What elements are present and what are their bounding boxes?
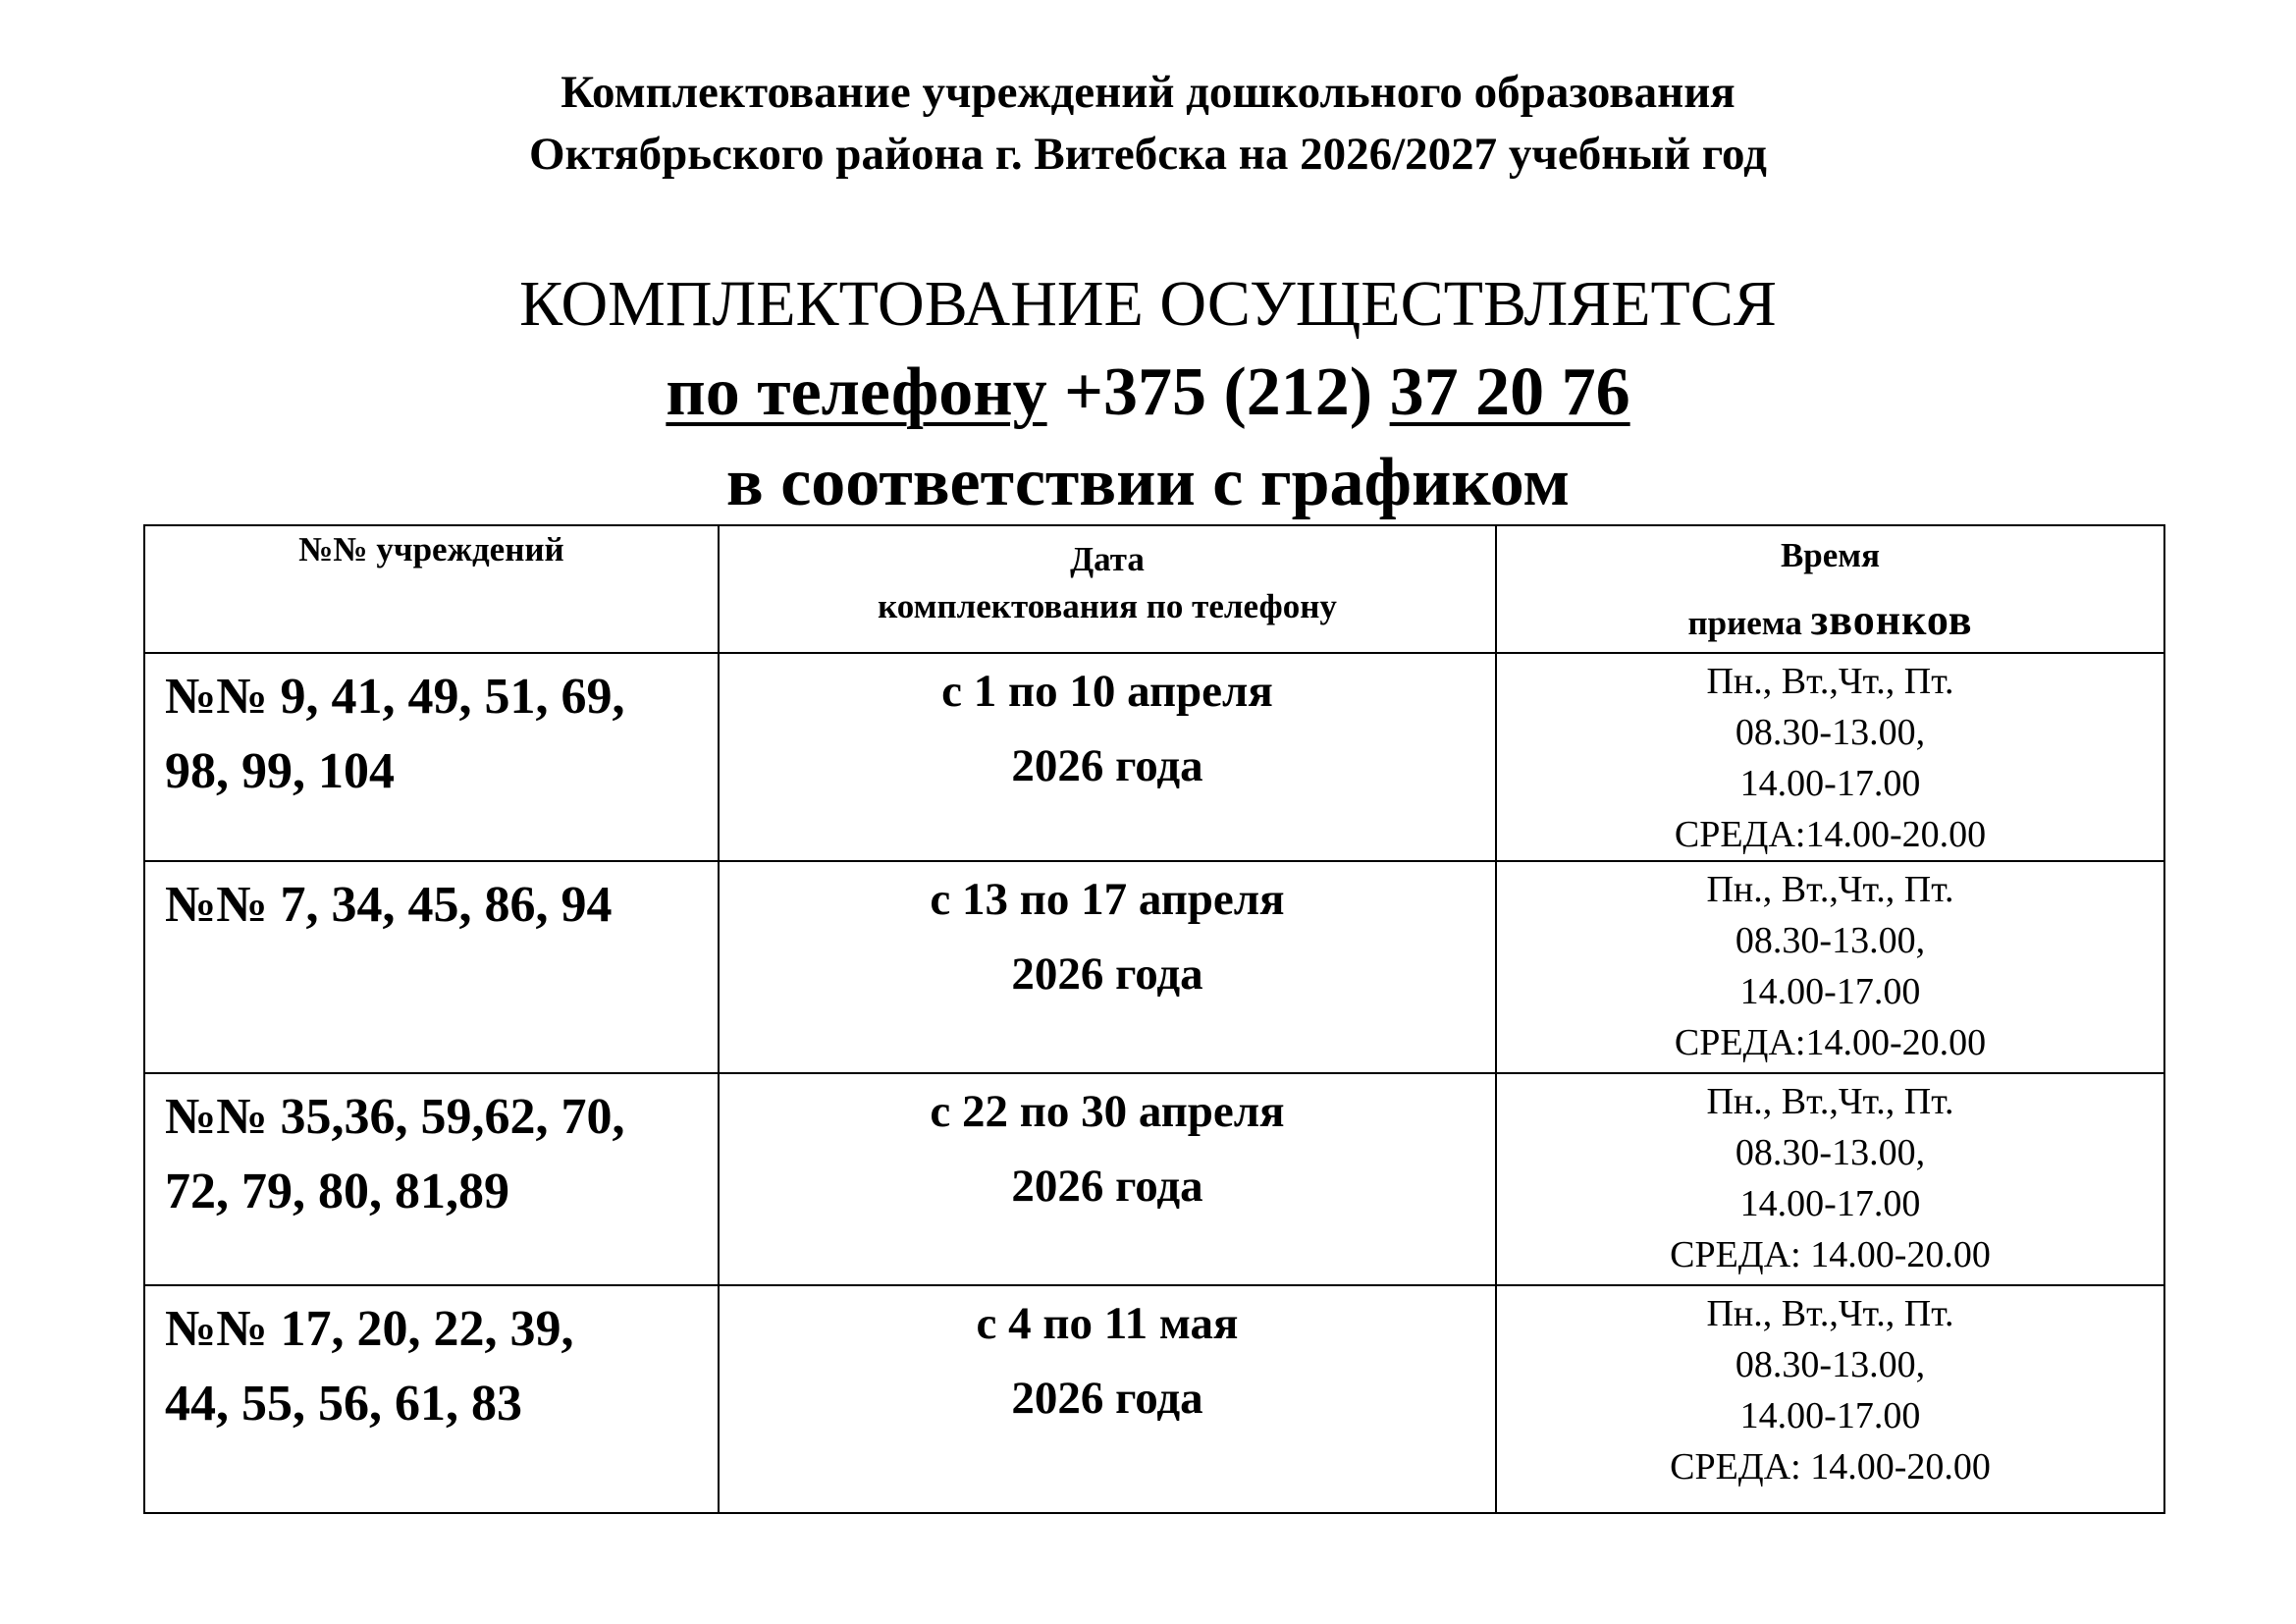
time-line4: СРЕДА: 14.00-20.00 (1670, 1446, 1991, 1488)
date-line1: с 4 по 11 мая (976, 1298, 1239, 1349)
time-line3: 14.00-17.00 (1739, 971, 1921, 1012)
notice-schedule-line: в соответствии с графиком (725, 445, 1571, 520)
time-line4: СРЕДА:14.00-20.00 (1674, 1022, 1987, 1063)
time-line2: 08.30-13.00, (1735, 1344, 1926, 1385)
header-institutions (144, 525, 719, 653)
header-time (1496, 525, 2164, 653)
table-row (144, 1073, 2164, 1285)
institutions-line1: №№ 35,36, 59,62, 70, (165, 1089, 625, 1145)
institutions-cell (144, 1073, 719, 1285)
date-line2: 2026 года (1011, 1161, 1203, 1212)
time-line3: 14.00-17.00 (1739, 1395, 1921, 1436)
time-line1: Пн., Вт.,Чт., Пт. (1706, 661, 1954, 702)
date-line1: с 1 по 10 апреля (941, 666, 1273, 717)
table-row (144, 861, 2164, 1073)
date-cell (719, 1285, 1496, 1513)
date-line2: 2026 года (1011, 740, 1203, 791)
institutions-cell (144, 1285, 719, 1513)
institutions-line2: 44, 55, 56, 61, 83 (165, 1376, 522, 1432)
time-cell (1496, 1285, 2164, 1513)
header-date-line2: комплектования по телефону (878, 587, 1337, 625)
document-title-line1: Комплектование учреждений дошкольного образования (561, 67, 1735, 118)
notice-phone-code: +375 (212) (1064, 354, 1373, 430)
time-cell (1496, 1073, 2164, 1285)
time-line1: Пн., Вт.,Чт., Пт. (1706, 1293, 1954, 1334)
header-institutions-label: №№ учреждений (298, 530, 564, 568)
header-time-line2a: приема (1687, 604, 1802, 642)
institutions-line2: 72, 79, 80, 81,89 (165, 1164, 509, 1219)
date-cell (719, 861, 1496, 1073)
time-line3: 14.00-17.00 (1739, 763, 1921, 804)
header-time-line2b: звонков (1810, 596, 1973, 644)
notice-phone-prefix: по телефону (666, 354, 1047, 430)
institutions-cell (144, 653, 719, 861)
document-title-line2: Октябрьского района г. Витебска на 2026/2027 учебный год (529, 129, 1767, 180)
notice-phone (0, 352, 2296, 434)
time-line2: 08.30-13.00, (1735, 712, 1926, 753)
time-line1: Пн., Вт.,Чт., Пт. (1706, 1081, 1954, 1122)
date-line1: с 13 по 17 апреля (930, 874, 1285, 925)
date-line1: с 22 по 30 апреля (930, 1086, 1285, 1137)
date-line2: 2026 года (1011, 1373, 1203, 1424)
date-cell (719, 653, 1496, 861)
table-row (144, 653, 2164, 861)
time-line2: 08.30-13.00, (1735, 1132, 1926, 1173)
time-line3: 14.00-17.00 (1739, 1183, 1921, 1224)
time-line4: СРЕДА: 14.00-20.00 (1670, 1234, 1991, 1275)
institutions-line1: №№ 7, 34, 45, 86, 94 (165, 877, 613, 933)
header-date (719, 525, 1496, 653)
time-cell (1496, 653, 2164, 861)
institutions-line2: 98, 99, 104 (165, 743, 395, 799)
schedule-table (143, 524, 2165, 1514)
time-cell (1496, 861, 2164, 1073)
institutions-line1: №№ 9, 41, 49, 51, 69, (165, 669, 625, 725)
notice-heading: КОМПЛЕКТОВАНИЕ ОСУЩЕСТВЛЯЕТСЯ (519, 268, 1777, 340)
header-time-line1: Время (1780, 536, 1881, 574)
table-row (144, 1285, 2164, 1513)
time-line4: СРЕДА:14.00-20.00 (1674, 814, 1987, 855)
notice-phone-number: 37 20 76 (1389, 354, 1630, 430)
table-header-row (144, 525, 2164, 653)
header-date-line1: Дата (1070, 540, 1145, 578)
time-line2: 08.30-13.00, (1735, 920, 1926, 961)
date-cell (719, 1073, 1496, 1285)
institutions-line1: №№ 17, 20, 22, 39, (165, 1301, 574, 1357)
time-line1: Пн., Вт.,Чт., Пт. (1706, 869, 1954, 910)
date-line2: 2026 года (1011, 948, 1203, 1000)
institutions-cell (144, 861, 719, 1073)
